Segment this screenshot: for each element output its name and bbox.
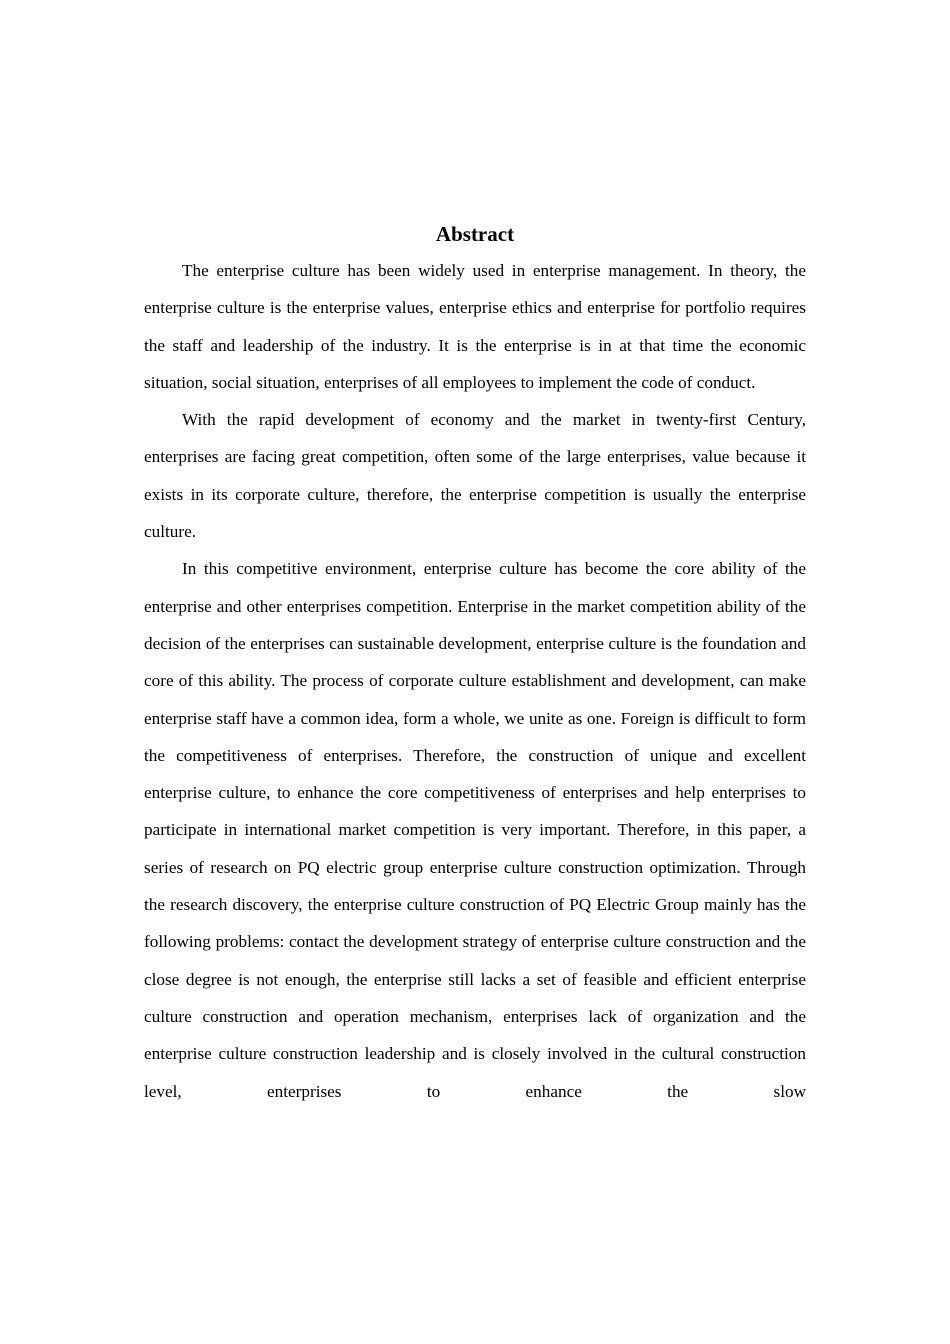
abstract-body [144,252,806,1110]
paragraph-2: With the rapid development of economy and the market in twenty-first Century, enterprises are facing great competition, often some of the large enterprises, value because it exists in its corporate culture, therefore, the enterprise competition is usually the enterprise culture. [144,410,806,542]
paragraph-1: The enterprise culture has been widely used in enterprise management. In theory, the enterprise culture is the enterprise values, enterprise ethics and enterprise for portfolio requires the staff and leadership of the industry. It is the enterprise is in at that time the economic situation, social situation, enterprises of all employees to implement the code of conduct. [144,261,806,392]
page-title: Abstract [435,222,515,246]
paragraph-3: In this competitive environment, enterprise culture has become the core ability of the enterprise and other enterprises competition. Enterprise in the market competition ability of the decision of the enterprises can sustainable development, enterprise culture is the foundation and core of this ability. The process of corporate culture establishment and development, can make enterprise staff have a common idea, form a whole, we unite as one. Foreign is difficult to form the competitiveness of enterprises. Therefore, the construction of unique and excellent enterprise culture, to enhance the core competitiveness of enterprises and help enterprises to participate in international market competition is very important. Therefore, in this paper, a series of research on PQ electric group enterprise culture construction optimization. Through the research discovery, the enterprise culture construction of PQ Electric Group mainly has the following problems: contact the development strategy of enterprise culture construction and the close degree is not enough, the enterprise still lacks a set of feasible and efficient enterprise culture construction and operation mechanism, enterprises lack of organization and the enterprise culture construction leadership and is closely involved in the cultural construction level, enterprises to enhance the slow [144,559,806,1101]
